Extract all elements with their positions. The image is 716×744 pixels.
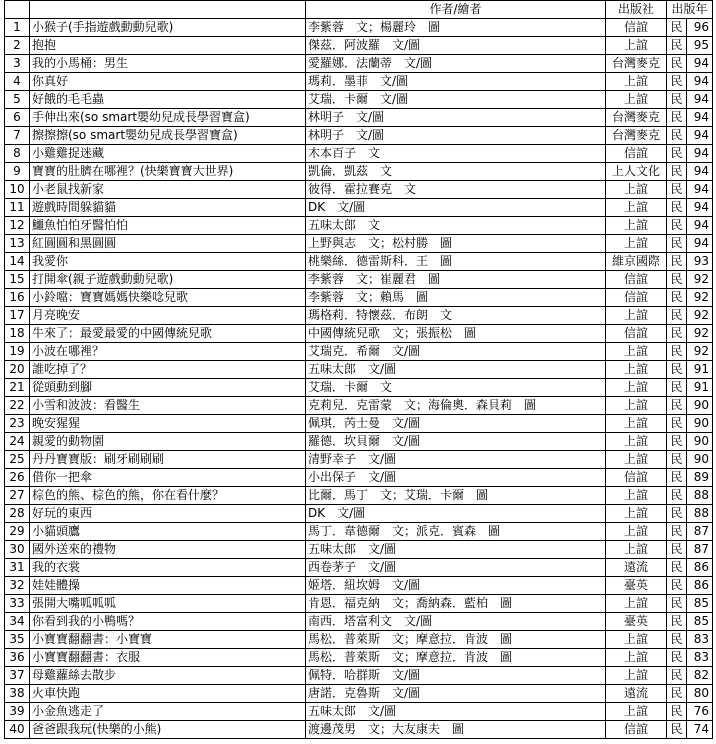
row-number: 27 (5, 487, 30, 505)
author-illustrator: 馬丁．韋德爾 文；派克．賓森 圖 (306, 523, 606, 541)
book-title: 好餓的毛毛蟲 (30, 91, 306, 109)
author-illustrator: 五味太郎 文 (306, 217, 606, 235)
book-title: 親愛的動物園 (30, 433, 306, 451)
table-row (5, 55, 713, 73)
table-row (5, 145, 713, 163)
publisher: 遠流 (606, 685, 667, 703)
book-title: 我的小馬桶：男生 (30, 55, 306, 73)
author-illustrator: 李紫蓉 文；楊麗玲 圖 (306, 19, 606, 37)
book-title: 爸爸跟我玩(快樂的小熊) (30, 721, 306, 739)
era-label: 民 (667, 685, 687, 703)
era-label: 民 (667, 127, 687, 145)
row-number: 24 (5, 433, 30, 451)
book-title: 小金魚逃走了 (30, 703, 306, 721)
publish-year: 92 (687, 325, 713, 343)
publish-year: 90 (687, 451, 713, 469)
row-number: 7 (5, 127, 30, 145)
publisher: 上誼 (606, 703, 667, 721)
publisher: 台灣麥克 (606, 55, 667, 73)
row-number: 30 (5, 541, 30, 559)
era-label: 民 (667, 289, 687, 307)
table-row (5, 361, 713, 379)
publisher: 上誼 (606, 649, 667, 667)
book-title: 借你一把傘 (30, 469, 306, 487)
row-number: 28 (5, 505, 30, 523)
publisher: 上誼 (606, 505, 667, 523)
table-row (5, 163, 713, 181)
era-label: 民 (667, 361, 687, 379)
table-row (5, 541, 713, 559)
publish-year: 76 (687, 703, 713, 721)
table-row (5, 397, 713, 415)
row-number: 16 (5, 289, 30, 307)
publish-year: 83 (687, 631, 713, 649)
row-number: 39 (5, 703, 30, 721)
publish-year: 94 (687, 73, 713, 91)
row-number: 1 (5, 19, 30, 37)
author-illustrator: 艾瑞．卡爾 文/圖 (306, 91, 606, 109)
table-row (5, 631, 713, 649)
table-row (5, 325, 713, 343)
header-year: 出版年 (667, 1, 713, 19)
era-label: 民 (667, 523, 687, 541)
publish-year: 90 (687, 397, 713, 415)
row-number: 26 (5, 469, 30, 487)
author-illustrator: 桃樂絲．德雷斯科．王 圖 (306, 253, 606, 271)
publisher: 上誼 (606, 361, 667, 379)
row-number: 32 (5, 577, 30, 595)
publish-year: 92 (687, 307, 713, 325)
author-illustrator: 佩特．哈群斯 文/圖 (306, 667, 606, 685)
book-title: 張開大嘴呱呱呱 (30, 595, 306, 613)
publisher: 上誼 (606, 595, 667, 613)
publish-year: 94 (687, 217, 713, 235)
row-number: 12 (5, 217, 30, 235)
row-number: 38 (5, 685, 30, 703)
era-label: 民 (667, 595, 687, 613)
publisher: 上誼 (606, 541, 667, 559)
book-title: 丹丹寶寶版：刷牙刷刷刷 (30, 451, 306, 469)
publish-year: 96 (687, 19, 713, 37)
publisher: 信誼 (606, 469, 667, 487)
author-illustrator: 傑茲．阿波羅 文/圖 (306, 37, 606, 55)
publisher: 遠流 (606, 559, 667, 577)
publisher: 臺英 (606, 577, 667, 595)
table-row (5, 523, 713, 541)
table-row (5, 73, 713, 91)
era-label: 民 (667, 559, 687, 577)
row-number: 11 (5, 199, 30, 217)
book-title: 國外送來的禮物 (30, 541, 306, 559)
book-title: 小猴子(手指遊戲動動兒歌) (30, 19, 306, 37)
era-label: 民 (667, 667, 687, 685)
author-illustrator: 中國傳統兒歌 文；張振松 圖 (306, 325, 606, 343)
table-row (5, 235, 713, 253)
era-label: 民 (667, 181, 687, 199)
era-label: 民 (667, 433, 687, 451)
publish-year: 90 (687, 415, 713, 433)
era-label: 民 (667, 37, 687, 55)
era-label: 民 (667, 379, 687, 397)
publish-year: 91 (687, 361, 713, 379)
book-title: 娃娃體操 (30, 577, 306, 595)
author-illustrator: 西卷茅子 文/圖 (306, 559, 606, 577)
row-number: 14 (5, 253, 30, 271)
publish-year: 91 (687, 379, 713, 397)
book-title: 擦擦擦(so smart嬰幼兒成長學習寶盒) (30, 127, 306, 145)
publisher: 信誼 (606, 271, 667, 289)
author-illustrator: 彼得．霍拉賽克 文 (306, 181, 606, 199)
author-illustrator: 李紫蓉 文；賴馬 圖 (306, 289, 606, 307)
author-illustrator: 李紫蓉 文；崔麗君 圖 (306, 271, 606, 289)
author-illustrator: 艾瑞克．希爾 文/圖 (306, 343, 606, 361)
book-title: 小波在哪裡？ (30, 343, 306, 361)
era-label: 民 (667, 343, 687, 361)
author-illustrator: 渡邊茂男 文；大友康夫 圖 (306, 721, 606, 739)
publisher: 上誼 (606, 73, 667, 91)
era-label: 民 (667, 451, 687, 469)
publisher: 上誼 (606, 199, 667, 217)
book-title: 你看到我的小鴨嗎？ (30, 613, 306, 631)
era-label: 民 (667, 271, 687, 289)
header-no (5, 1, 30, 19)
publish-year: 92 (687, 343, 713, 361)
author-illustrator: 克莉兒．克雷蒙 文；海倫奧．森貝莉 圖 (306, 397, 606, 415)
table-row (5, 613, 713, 631)
table-row (5, 181, 713, 199)
row-number: 9 (5, 163, 30, 181)
publisher: 信誼 (606, 145, 667, 163)
publish-year: 83 (687, 649, 713, 667)
publisher: 上誼 (606, 379, 667, 397)
book-title: 小貓頭鷹 (30, 523, 306, 541)
publisher: 臺英 (606, 613, 667, 631)
publish-year: 85 (687, 595, 713, 613)
era-label: 民 (667, 487, 687, 505)
era-label: 民 (667, 145, 687, 163)
table-row (5, 469, 713, 487)
publisher: 維京國際 (606, 253, 667, 271)
publish-year: 93 (687, 253, 713, 271)
publisher: 信誼 (606, 721, 667, 739)
book-title: 小雪和波波：看醫生 (30, 397, 306, 415)
publish-year: 94 (687, 235, 713, 253)
book-title: 遊戲時間躲貓貓 (30, 199, 306, 217)
publish-year: 88 (687, 505, 713, 523)
table-row (5, 271, 713, 289)
author-illustrator: 小出保子 文/圖 (306, 469, 606, 487)
publish-year: 94 (687, 109, 713, 127)
row-number: 2 (5, 37, 30, 55)
publisher: 信誼 (606, 19, 667, 37)
table-body (5, 19, 713, 739)
author-illustrator: 上野與志 文；松村勝 圖 (306, 235, 606, 253)
table-row (5, 451, 713, 469)
publisher: 上誼 (606, 343, 667, 361)
author-illustrator: 瑪莉．墨菲 文/圖 (306, 73, 606, 91)
table-row (5, 415, 713, 433)
publish-year: 94 (687, 91, 713, 109)
book-title: 小雞雞捉迷藏 (30, 145, 306, 163)
book-title: 我愛你 (30, 253, 306, 271)
author-illustrator: DK 文/圖 (306, 199, 606, 217)
book-title: 鱷魚怕怕牙醫怕怕 (30, 217, 306, 235)
row-number: 22 (5, 397, 30, 415)
table-row (5, 343, 713, 361)
publisher: 上誼 (606, 91, 667, 109)
publisher: 上誼 (606, 451, 667, 469)
author-illustrator: 比爾．馬丁 文；艾瑞．卡爾 圖 (306, 487, 606, 505)
publisher: 上誼 (606, 415, 667, 433)
publish-year: 94 (687, 55, 713, 73)
era-label: 民 (667, 109, 687, 127)
table-row (5, 19, 713, 37)
book-title: 棕色的熊、棕色的熊，你在看什麼？ (30, 487, 306, 505)
author-illustrator: DK 文/圖 (306, 505, 606, 523)
table-row (5, 559, 713, 577)
row-number: 40 (5, 721, 30, 739)
era-label: 民 (667, 469, 687, 487)
book-title: 我的衣裳 (30, 559, 306, 577)
row-number: 35 (5, 631, 30, 649)
row-number: 33 (5, 595, 30, 613)
author-illustrator: 清野幸子 文/圖 (306, 451, 606, 469)
author-illustrator: 林明子 文/圖 (306, 127, 606, 145)
publish-year: 89 (687, 469, 713, 487)
era-label: 民 (667, 91, 687, 109)
row-number: 4 (5, 73, 30, 91)
row-number: 8 (5, 145, 30, 163)
publish-year: 90 (687, 433, 713, 451)
book-title: 從頭動到腳 (30, 379, 306, 397)
table-row (5, 685, 713, 703)
book-title: 月亮晚安 (30, 307, 306, 325)
row-number: 3 (5, 55, 30, 73)
publisher: 上誼 (606, 631, 667, 649)
publisher: 上誼 (606, 217, 667, 235)
publisher: 上人文化 (606, 163, 667, 181)
row-number: 6 (5, 109, 30, 127)
publisher: 上誼 (606, 667, 667, 685)
author-illustrator: 羅德．坎貝爾 文/圖 (306, 433, 606, 451)
era-label: 民 (667, 541, 687, 559)
author-illustrator: 佩琪．芮士曼 文/圖 (306, 415, 606, 433)
book-title: 誰吃掉了？ (30, 361, 306, 379)
row-number: 31 (5, 559, 30, 577)
publish-year: 82 (687, 667, 713, 685)
publish-year: 74 (687, 721, 713, 739)
row-number: 29 (5, 523, 30, 541)
publish-year: 94 (687, 163, 713, 181)
publish-year: 94 (687, 145, 713, 163)
table-row (5, 595, 713, 613)
row-number: 13 (5, 235, 30, 253)
author-illustrator: 南西．塔富利文 文/圖 (306, 613, 606, 631)
publish-year: 85 (687, 613, 713, 631)
book-title: 手伸出來(so smart嬰幼兒成長學習寶盒) (30, 109, 306, 127)
era-label: 民 (667, 703, 687, 721)
table-row (5, 721, 713, 739)
table-row (5, 37, 713, 55)
table-row (5, 307, 713, 325)
table-row (5, 253, 713, 271)
book-title: 寶寶的肚臍在哪裡？(快樂寶寶大世界) (30, 163, 306, 181)
header-title (30, 1, 306, 19)
book-title: 好玩的東西 (30, 505, 306, 523)
publisher: 上誼 (606, 523, 667, 541)
author-illustrator: 五味太郎 文/圖 (306, 541, 606, 559)
publisher: 台灣麥克 (606, 109, 667, 127)
era-label: 民 (667, 55, 687, 73)
publisher: 上誼 (606, 37, 667, 55)
publisher: 上誼 (606, 433, 667, 451)
publish-year: 80 (687, 685, 713, 703)
table-row (5, 433, 713, 451)
row-number: 34 (5, 613, 30, 631)
row-number: 25 (5, 451, 30, 469)
author-illustrator: 愛羅娜．法蘭蒂 文/圖 (306, 55, 606, 73)
era-label: 民 (667, 631, 687, 649)
era-label: 民 (667, 397, 687, 415)
era-label: 民 (667, 505, 687, 523)
row-number: 10 (5, 181, 30, 199)
row-number: 17 (5, 307, 30, 325)
author-illustrator: 馬松．普萊斯 文；摩意拉．肯波 圖 (306, 631, 606, 649)
author-illustrator: 林明子 文/圖 (306, 109, 606, 127)
era-label: 民 (667, 415, 687, 433)
publisher: 台灣麥克 (606, 127, 667, 145)
book-title: 抱抱 (30, 37, 306, 55)
row-number: 15 (5, 271, 30, 289)
publisher: 上誼 (606, 307, 667, 325)
book-list-table (4, 0, 713, 739)
publish-year: 94 (687, 181, 713, 199)
table-row (5, 703, 713, 721)
era-label: 民 (667, 73, 687, 91)
publisher: 上誼 (606, 235, 667, 253)
publisher: 上誼 (606, 487, 667, 505)
publish-year: 88 (687, 487, 713, 505)
era-label: 民 (667, 217, 687, 235)
publisher: 上誼 (606, 181, 667, 199)
row-number: 19 (5, 343, 30, 361)
book-title: 打開傘(親子遊戲動動兒歌) (30, 271, 306, 289)
table-row (5, 91, 713, 109)
era-label: 民 (667, 199, 687, 217)
publish-year: 94 (687, 199, 713, 217)
author-illustrator: 姬塔．紐坎姆 文/圖 (306, 577, 606, 595)
header-row (5, 1, 713, 19)
row-number: 36 (5, 649, 30, 667)
publisher: 信誼 (606, 289, 667, 307)
publish-year: 92 (687, 271, 713, 289)
author-illustrator: 凱倫．凱茲 文 (306, 163, 606, 181)
author-illustrator: 瑪格莉．特懷茲．布朗 文 (306, 307, 606, 325)
book-title: 晚安猩猩 (30, 415, 306, 433)
era-label: 民 (667, 577, 687, 595)
table-row (5, 667, 713, 685)
era-label: 民 (667, 307, 687, 325)
era-label: 民 (667, 721, 687, 739)
book-title: 母雞蘿絲去散步 (30, 667, 306, 685)
author-illustrator: 木本百子 文 (306, 145, 606, 163)
author-illustrator: 唐諾．克魯斯 文/圖 (306, 685, 606, 703)
table-row (5, 109, 713, 127)
table-row (5, 649, 713, 667)
author-illustrator: 肯恩．福克納 文；喬納森．藍柏 圖 (306, 595, 606, 613)
era-label: 民 (667, 649, 687, 667)
book-title: 小鈴噹：寶寶媽媽快樂唸兒歌 (30, 289, 306, 307)
publish-year: 95 (687, 37, 713, 55)
book-title: 紅圓圓和黑圓圓 (30, 235, 306, 253)
table-row (5, 487, 713, 505)
table-row (5, 217, 713, 235)
era-label: 民 (667, 253, 687, 271)
row-number: 5 (5, 91, 30, 109)
book-title: 小寶寶翻翻書：小寶寶 (30, 631, 306, 649)
table-row (5, 289, 713, 307)
author-illustrator: 馬松．普萊斯 文；摩意拉．肯波 圖 (306, 649, 606, 667)
author-illustrator: 艾瑞．卡爾 文 (306, 379, 606, 397)
author-illustrator: 五味太郎 文/圖 (306, 703, 606, 721)
book-title: 小老鼠找新家 (30, 181, 306, 199)
publish-year: 92 (687, 289, 713, 307)
row-number: 20 (5, 361, 30, 379)
book-title: 你真好 (30, 73, 306, 91)
era-label: 民 (667, 613, 687, 631)
book-title: 牛來了：最愛最愛的中國傳統兒歌 (30, 325, 306, 343)
row-number: 18 (5, 325, 30, 343)
publish-year: 87 (687, 541, 713, 559)
table-row (5, 577, 713, 595)
era-label: 民 (667, 325, 687, 343)
header-publisher: 出版社 (606, 1, 667, 19)
row-number: 37 (5, 667, 30, 685)
publish-year: 94 (687, 127, 713, 145)
publisher: 上誼 (606, 397, 667, 415)
era-label: 民 (667, 235, 687, 253)
row-number: 23 (5, 415, 30, 433)
table-row (5, 505, 713, 523)
era-label: 民 (667, 19, 687, 37)
publisher: 信誼 (606, 325, 667, 343)
publish-year: 87 (687, 523, 713, 541)
book-title: 火車快跑 (30, 685, 306, 703)
table-row (5, 379, 713, 397)
table-row (5, 199, 713, 217)
era-label: 民 (667, 163, 687, 181)
publish-year: 86 (687, 577, 713, 595)
book-title: 小寶寶翻翻書：衣服 (30, 649, 306, 667)
publish-year: 86 (687, 559, 713, 577)
table-row (5, 127, 713, 145)
row-number: 21 (5, 379, 30, 397)
header-author: 作者/繪者 (306, 1, 606, 19)
author-illustrator: 五味太郎 文/圖 (306, 361, 606, 379)
